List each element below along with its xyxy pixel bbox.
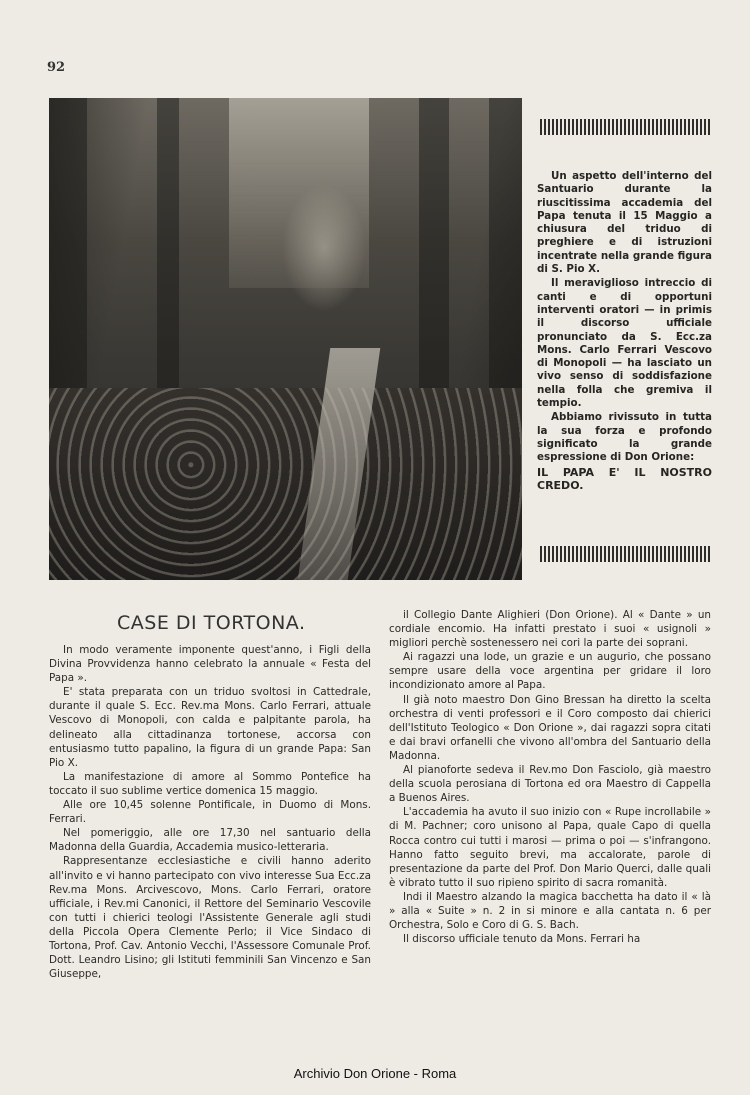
caption-paragraph: Il meraviglioso intreccio di canti e di opportuni interventi oratori — in primis il discorso ufficiale pronunciato da S. Ecc.za Mons. Carlo Ferrari Vescovo di Monopoli — ha lasciato un vivo senso di soddisfazione nella folla che gremiva il tempio. [537,277,712,410]
article-paragraph: La manifestazione di amore al Sommo Pontefice ha toccato il suo sublime vertice domenica 15 maggio. [49,770,371,797]
article-paragraph: Al pianoforte sedeva il Rev.mo Don Fasciolo, già maestro della scuola perosiana di Tortona ed ora Maestro di Cappella a Buenos Aires. [389,764,711,805]
page-number: 92 [47,60,66,75]
decorative-border-top [540,119,710,135]
article-paragraph: il Collegio Dante Alighieri (Don Orione). Al « Dante » un cordiale encomio. Ha infatti prestato i suoi « usignoli » migliori perchè sostenessero nei cori la parte dei soprani. [389,609,711,650]
article-paragraph: L'accademia ha avuto il suo inizio con « Rupe incrollabile » di M. Pachner; coro unisono al Papa, quale Capo di quella Rocca contro cui tutti i marosi — prima o poi — s'infrangono. Hanno fatto seguito brevi, ma accalorate, parole di presentazione da parte del Prof. Don Mario Querci, dalle quali è vibrato tutto il suo ripieno spirito di sacra romanità. [389,806,711,889]
article-paragraph: E' stata preparata con un triduo svoltosi in Cattedrale, durante il quale S. Ecc. Rev.ma Mons. Carlo Ferrari, attuale Vescovo di Monopoli, con calda e palpitante parola, ha delineato alla cittadinanza tortonese, accorsa con entusiasmo tutto papalino, la figura di un grande Papa: San Pio X. [49,686,371,769]
photo-caption [537,170,712,493]
sanctuary-interior-photo [49,98,522,580]
photo-altar [229,98,369,288]
caption-paragraph: Un aspetto dell'interno del Santuario durante la riuscitissima accademia del Papa tenuta il 15 Maggio a chiusura del triduo di preghiere e di istruzioni incentrate nella grande figura di S. Pio X. [537,170,712,276]
article-column-left [49,643,371,981]
article-paragraph: Il già noto maestro Don Gino Bressan ha diretto la scelta orchestra di venti professori e il Coro composto dai chierici dell'Istituto Teologico « Don Orione », dai ragazzi sopra citati e dai bravi orfanelli che vivono all'ombra del Santuario della Madonna. [389,693,711,762]
article-paragraph: Ai ragazzi una lode, un grazie e un augurio, che possano sempre usare della voce argentina per gridare il loro incondizionato amore al Papa. [389,651,711,692]
article-paragraph: Indi il Maestro alzando la magica bacchetta ha dato il « là » alla « Suite » n. 2 in si minore e alla cantata n. 6 per Orchestra, Solo e Coro di G. S. Bach. [389,890,711,932]
caption-credo: IL PAPA E' IL NOSTRO CREDO. [537,465,712,492]
decorative-border-bottom [540,546,710,562]
article-paragraph: Alle ore 10,45 solenne Pontificale, in Duomo di Mons. Ferrari. [49,799,371,826]
caption-paragraph: Abbiamo rivissuto in tutta la sua forza e profondo significato la grande espressione di Don Orione: [537,411,712,464]
article-column-right [389,608,711,946]
article-paragraph: In modo veramente imponente quest'anno, i Figli della Divina Provvidenza hanno celebrato la annuale « Festa del Papa ». [49,644,371,685]
article-paragraph: Nel pomeriggio, alle ore 17,30 nel santuario della Madonna della Guardia, Accademia musico-letteraria. [49,827,371,854]
archive-footer: Archivio Don Orione - Roma [293,1066,457,1081]
article-heading: CASE DI TORTONA. [117,612,306,634]
photo-crowd [49,388,522,580]
article-paragraph: Il discorso ufficiale tenuto da Mons. Ferrari ha [403,933,641,946]
article-paragraph: Rappresentanze ecclesiastiche e civili hanno aderito all'invito e vi hanno partecipato con vivo interesse Sua Ecc.za Rev.ma Mons. Arcivescovo, Mons. Carlo Ferrari, oratore ufficiale, i Rev.mi Canonici, il Rettore del Seminario Vescovile con tutti i chierici teologi l'Assistente Generale agli studi della Piccola Opera Clemente Perlo; il Vice Sindaco di Tortona, Prof. Cav. Antonio Vecchi, l'Assessore Comunale Prof. Dott. Leandro Lisino; gli Istituti femminili San Vincenzo e San Giuseppe, [49,855,371,981]
